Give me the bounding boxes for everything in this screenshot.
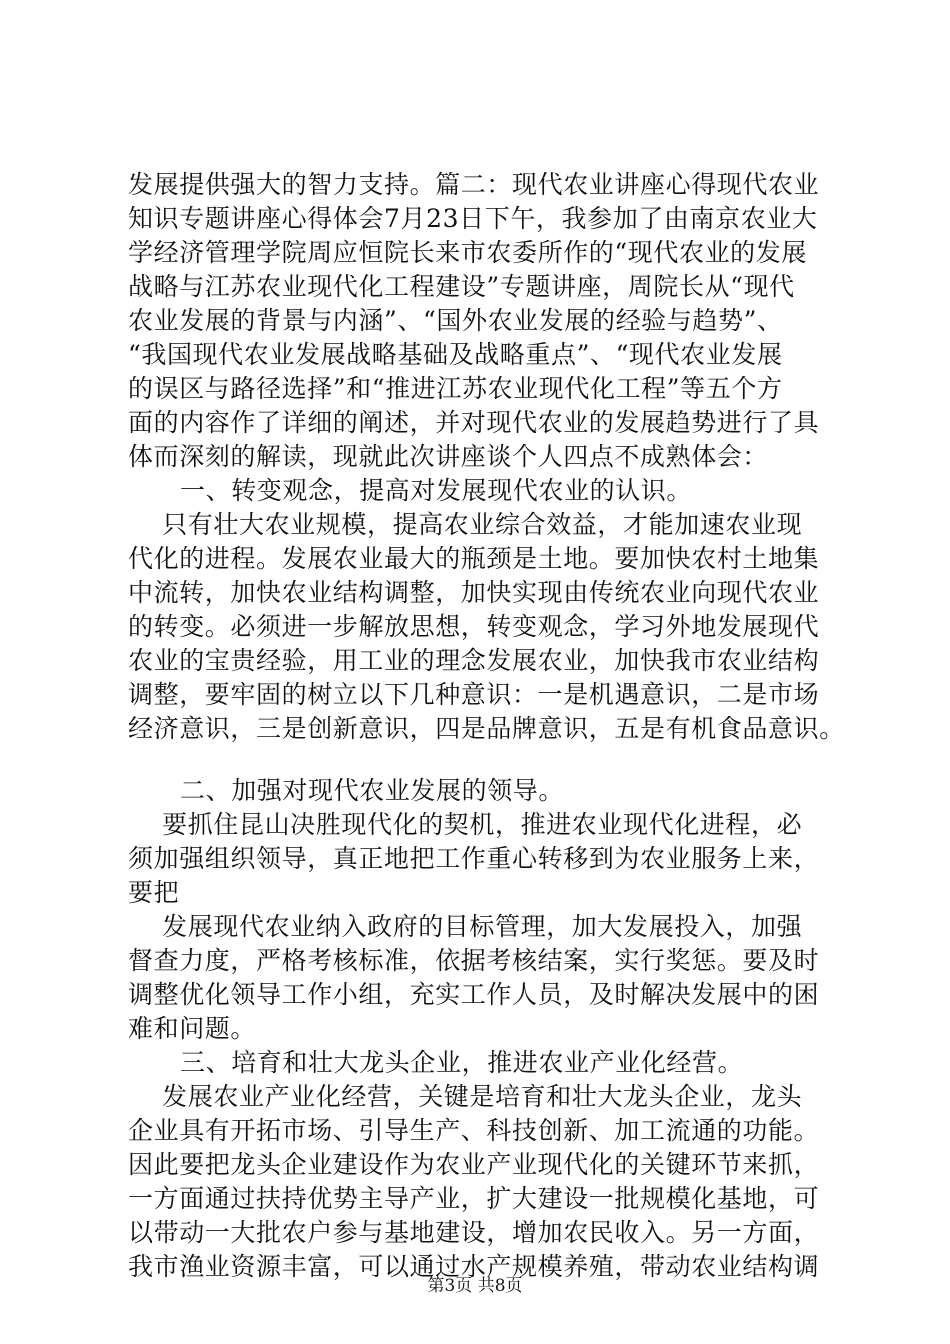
document-body — [128, 168, 845, 1284]
text-line: 只有壮大农业规模，提高农业综合效益，才能加速农业现 — [128, 510, 803, 539]
text-line: 发展提供强大的智力支持。篇二：现代农业讲座心得现代农业 — [128, 170, 820, 199]
text-line: 经济意识，三是创新意识，四是品牌意识，五是有机食品意识。 — [128, 714, 845, 743]
page-footer — [0, 1275, 950, 1297]
text-line: 二、加强对现代农业发展的领导。 — [180, 776, 565, 805]
text-line: 发展农业产业化经营，关键是培育和壮大龙头企业，龙头 — [128, 1082, 803, 1111]
text-line: 代化的进程。发展农业最大的瓶颈是土地。要加快农村土地集 — [128, 544, 820, 573]
text-line: 学经济管理学院周应恒院长来市农委所作的“现代农业的发展 — [128, 238, 807, 267]
paragraph-two-continued — [128, 910, 828, 1046]
text-line: 我市渔业资源丰富，可以通过水产规模养殖，带动农业结构调 — [128, 1252, 820, 1281]
paragraph-two — [128, 808, 828, 910]
text-line: 要把 — [128, 878, 180, 907]
text-line: 督查力度，严格考核标准，依据考核结案，实行奖惩。要及时 — [128, 946, 820, 975]
text-line: 发展现代农业纳入政府的目标管理，加大发展投入，加强 — [128, 912, 803, 941]
text-line: 一方面通过扶持优势主导产业，扩大建设一批规模化基地，可 — [128, 1184, 820, 1213]
text-line: 因此要把龙头企业建设作为农业产业现代化的关键环节来抓， — [128, 1150, 820, 1179]
page-number-label: 第3页 共8页 — [427, 1276, 523, 1296]
text-line: 面的内容作了详细的阐述，并对现代农业的发展趋势进行了具 — [128, 408, 820, 437]
text-line: 企业具有开拓市场、引导生产、科技创新、加工流通的功能。 — [128, 1116, 820, 1145]
heading-two — [128, 774, 828, 808]
text-line: 知识专题讲座心得体会7月23日下午，我参加了由南京农业大 — [128, 204, 818, 233]
text-line: 的误区与路径选择”和“推进江苏农业现代化工程”等五个方 — [128, 374, 783, 403]
text-line: 要抓住昆山决胜现代化的契机，推进农业现代化进程，必 — [128, 810, 803, 839]
text-line: 调整优化领导工作小组，充实工作人员，及时解决发展中的困 — [128, 980, 820, 1009]
heading-three — [128, 1046, 828, 1080]
text-line: 农业发展的背景与内涵”、“国外农业发展的经验与趋势”、 — [128, 306, 783, 335]
text-line: 的转变。必须进一步解放思想，转变观念，学习外地发展现代 — [128, 612, 820, 641]
text-line: 一、转变观念，提高对发展现代农业的认识。 — [180, 476, 693, 505]
text-line: 中流转，加快农业结构调整，加快实现由传统农业向现代农业 — [128, 578, 820, 607]
text-line: 农业的宝贵经验，用工业的理念发展农业，加快我市农业结构 — [128, 646, 820, 675]
paragraph-spacer — [128, 746, 828, 774]
text-line: “我国现代农业发展战略基础及战略重点”、“现代农业发展 — [128, 340, 783, 369]
heading-one — [128, 474, 828, 508]
text-line: 以带动一大批农户参与基地建设，增加农民收入。另一方面， — [128, 1218, 820, 1247]
paragraph-one — [128, 508, 845, 746]
text-line: 战略与江苏农业现代化工程建设”专题讲座，周院长从“现代 — [128, 272, 795, 301]
paragraph-intro — [128, 168, 828, 474]
text-line: 三、培育和壮大龙头企业，推进农业产业化经营。 — [180, 1048, 744, 1077]
text-line: 须加强组织领导，真正地把工作重心转移到为农业服务上来， — [128, 844, 820, 873]
text-line: 调整，要牢固的树立以下几种意识：一是机遇意识，二是市场 — [128, 680, 820, 709]
text-line: 难和问题。 — [128, 1014, 257, 1043]
text-line: 体而深刻的解读，现就此次讲座谈个人四点不成熟体会： — [128, 442, 769, 471]
paragraph-three — [128, 1080, 828, 1284]
